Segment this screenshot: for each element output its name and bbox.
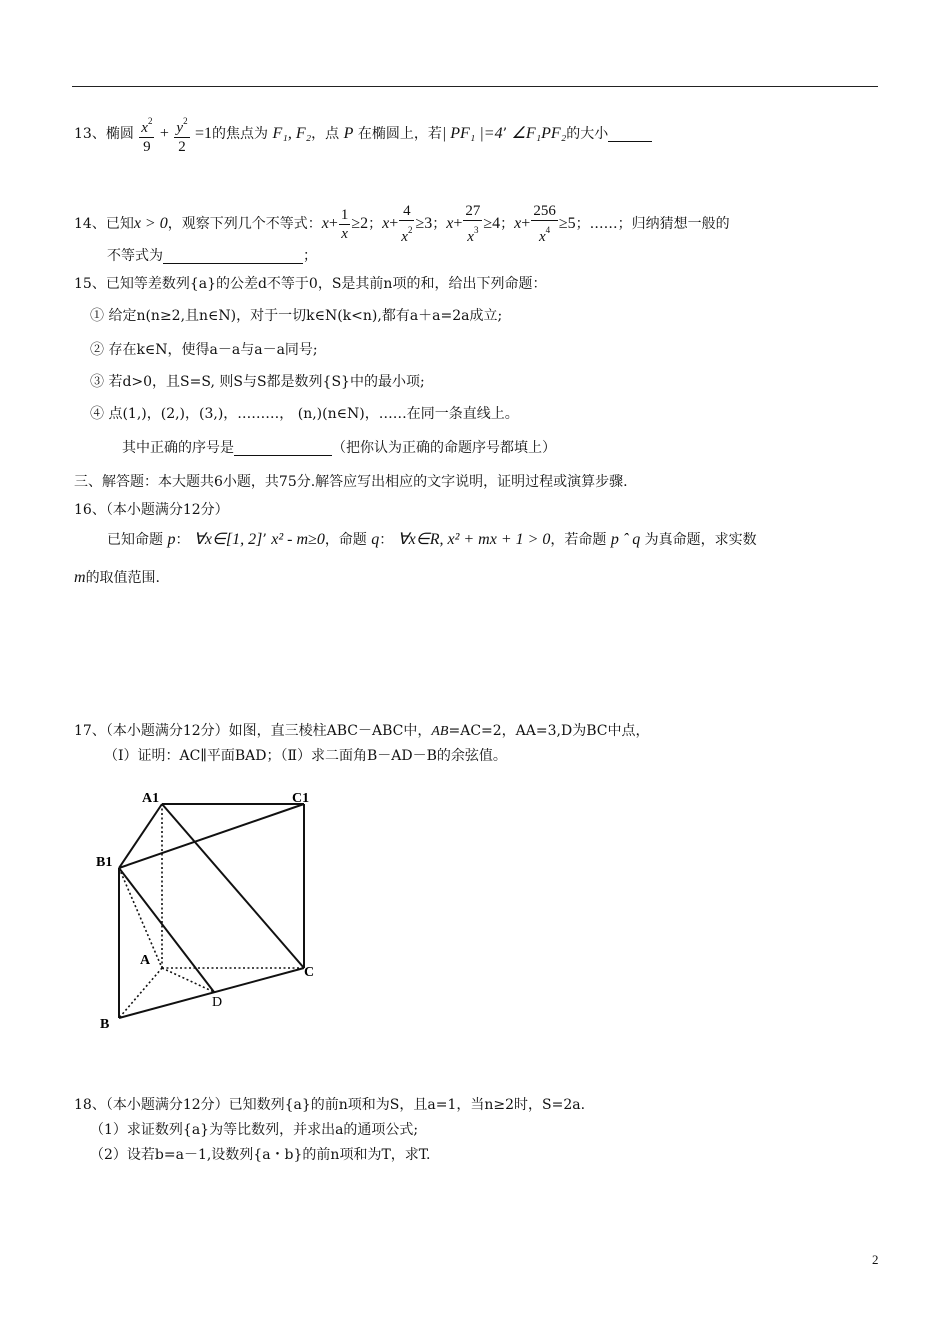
edge-b-c [119, 968, 304, 1018]
question-13: 13、椭圆 $\frac{x^2}{9}$ + $\frac{y^2}{2}$ =1的焦点为 F₁, F₂，点 P 在椭圆上，若| PF₁ |=4’ ∠F₁PF₂的大小 [74, 112, 652, 156]
fraction-1-x: $\frac{1}{x}$ [340, 206, 349, 242]
q16-line1: 已知命题 p： ∀x∈[1, 2]’ x² - m≥0，命题 q： ∀x∈R, x² + mx + 1 > 0，若命题 p ˆ q 为真命题，求实数 [107, 531, 757, 548]
q15-stem: 15、已知等差数列{a}的公差d不等于0，S是其前n项的和，给出下列命题： [74, 276, 547, 292]
q14-text: 已知 [105, 216, 134, 232]
q14-text4: 不等式为 [107, 248, 163, 264]
fraction-27-x3: $\frac{27}{x^3}$ [465, 203, 481, 245]
fraction-y2-2: $\frac{y^2}{2}$ [174, 112, 189, 156]
q14-text2: ，观察下列几个不等式： [167, 216, 322, 232]
question-14: 14、已知x > 0，观察下列几个不等式：x+ $\frac{1}{x}$ ≥2；x+ $\frac{4}{x^2}$ ≥3；x+ $\frac{27}{x^3}$ ≥4；x+ $\frac{256}{x^4}$ ≥5；……；归纳猜想一般的 [74, 203, 730, 245]
q14-text3: ；……；归纳猜想一般的 [575, 216, 730, 232]
q13-angle: ∠F₁PF₂ [511, 125, 567, 142]
q13-condition: | PF₁ |=4 [441, 125, 503, 142]
q17-line2: （Ⅰ）证明：AC∥平面BAD；（Ⅱ）求二面角B－AD－B的余弦值。 [104, 748, 507, 764]
q17-text1b: =AC=2，AA=3,D为BC中点， [448, 723, 650, 739]
q16-text2: ，命题 [324, 532, 367, 548]
prism-figure [90, 780, 330, 1040]
q18-line3: （2）设若b=a－1,设数列{a・b}的前n项和为T，求T. [90, 1147, 431, 1163]
label-d: D [212, 995, 223, 1010]
edge-a-d-hidden [162, 968, 214, 992]
q18-line2: （1）求证数列{a}为等比数列，并求出a的通项公式; [90, 1122, 419, 1138]
q16-line2 [74, 568, 160, 588]
label-b1: B1 [96, 855, 113, 870]
q18-line1: 18、（本小题满分12分）已知数列{a}的前n项和为S，且a=1，当n≥2时，S=2a. [74, 1097, 586, 1113]
q14-text5: ； [303, 248, 317, 264]
q14-ineq3: ≥4 [483, 215, 501, 232]
q15-answer-suffix: （把你认为正确的命题序号都填上） [332, 440, 556, 456]
q16-m: m [74, 569, 86, 586]
q13-foci: F₁, F₂ [272, 125, 312, 142]
label-a: A [140, 953, 151, 968]
q16-colon: ： [175, 532, 190, 548]
q16-forall1: ∀x∈[1, 2] [193, 531, 263, 548]
label-b: B [100, 1017, 110, 1032]
edge-b1-c1 [119, 804, 304, 868]
label-c1: C1 [292, 791, 310, 806]
q15-item-3: ③ 若d>0，且S=S, 则S与S都是数列{S}中的最小项; [90, 374, 425, 390]
q15-item-4: ④ 点(1,)，(2,)，(3,)，………， (n,)(n∈N)，……在同一条直线上。 [90, 406, 519, 422]
q16-text3: ，若命题 [550, 532, 607, 548]
label-c: C [304, 965, 315, 980]
q15-answer-line [122, 438, 556, 458]
q16-q: q [371, 531, 380, 548]
fraction-x2-9: $\frac{x^2}{9}$ [139, 112, 154, 156]
edge-a1-b1 [119, 804, 162, 868]
q17-line1 [74, 721, 649, 742]
q15-answer-prefix: 其中正确的序号是 [122, 440, 234, 456]
q15-item-2: ② 存在k∈N，使得a－a与a－a同号; [90, 342, 318, 358]
q13-answer-blank[interactable] [608, 127, 652, 142]
q13-text4: 在椭圆上，若 [357, 126, 442, 142]
edge-a-b-hidden [119, 968, 162, 1018]
q14-condition: x > 0 [133, 215, 168, 232]
q16-text1: 已知命题 [107, 532, 163, 548]
section-3-heading: 三、解答题：本大题共6小题，共75分.解答应写出相应的文字说明，证明过程或演算步骤. [74, 474, 628, 490]
q17-ab: AB [431, 724, 449, 739]
q13-number: 13、 [74, 126, 106, 142]
header-rule [72, 86, 878, 87]
q13-text2: 的焦点为 [212, 126, 269, 142]
q16-text5: 的取值范围. [85, 570, 161, 586]
q13-text5: 的大小 [566, 126, 609, 142]
q14-ineq2: ≥3 [415, 215, 433, 232]
q14-answer-blank[interactable] [163, 249, 303, 264]
q16-ineq1: x² - m≥0 [271, 531, 325, 548]
q13-text: 椭圆 [105, 126, 134, 142]
q13-text3: ，点 [311, 126, 340, 142]
q17-text1a: 17、（本小题满分12分）如图，直三棱柱ABC－ABC中， [74, 723, 432, 739]
q14-answer-line [107, 246, 317, 266]
fraction-256-x4: $\frac{256}{x^4}$ [533, 203, 556, 245]
q14-ineq4: ≥5 [558, 215, 576, 232]
q14-ineq1: ≥2 [351, 215, 369, 232]
page-number: 2 [872, 1252, 879, 1267]
q13-eq: =1 [195, 125, 213, 142]
q16-p: p [167, 531, 176, 548]
q15-answer-blank[interactable] [234, 441, 332, 456]
q15-item-1: ① 给定n(n≥2,且n∈N)，对于一切k∈N(k<n),都有a＋a=2a成立; [90, 308, 503, 324]
label-a1: A1 [142, 791, 160, 806]
edge-b1-d [119, 868, 214, 992]
q16-forall2: ∀x∈R, x² + mx + 1 > 0 [397, 531, 551, 548]
q14-number: 14、 [74, 216, 106, 232]
q16-text4: 为真命题，求实数 [644, 532, 757, 548]
fraction-4-x2: $\frac{4}{x^2}$ [401, 203, 413, 245]
q16-heading: 16、（本小题满分12分） [74, 502, 229, 518]
q16-p-and-q: p ˆ q [610, 531, 641, 548]
q13-point: P [343, 125, 354, 142]
